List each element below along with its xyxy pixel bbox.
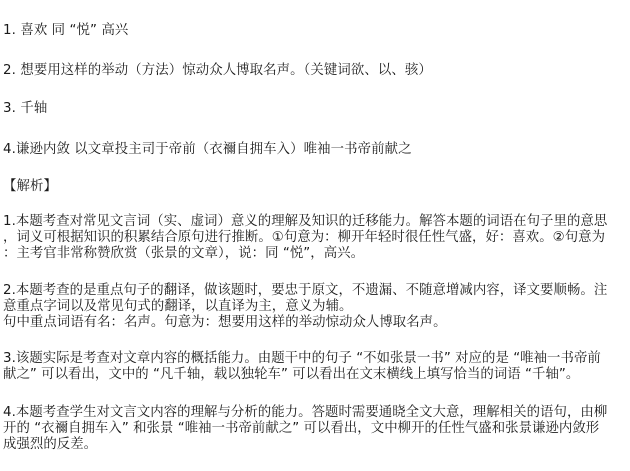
analysis-p3-line-1: 3.该题实际是考查对文章内容的概括能力。由题干中的句子 “不如张景一书” 对应的是 “唯袖一书帝前 bbox=[3, 351, 601, 366]
analysis-p1-line-1: 1.本题考查对常见文言词（实、虚词）意义的理解及知识的迁移能力。解答本题的词语在句子里的意思 bbox=[3, 214, 608, 229]
analysis-p4-line-2: 开的 “衣禰自拥车入” 和张景 “唯袖一书帝前献之” 可以看出，文中柳开的任性气盛和张景谦逊内敛形 bbox=[3, 421, 600, 436]
answer-1: 1. 喜欢 同 “悦” 高兴 bbox=[3, 23, 129, 38]
analysis-p2-line-3: 句中重点词语有名：名声。句意为：想要用这样的举动惊动众人博取名声。 bbox=[3, 315, 447, 330]
analysis-p2-line-2: 意重点字词以及常见句式的翻译，以直译为主，意义为辅。 bbox=[3, 299, 353, 314]
analysis-p1-line-2: ，词义可根据知识的积累结合原句进行推断。①句意为：柳开年轻时很任性气盛，好：喜欢。②句意为 bbox=[3, 230, 606, 245]
analysis-heading: 【解析】 bbox=[3, 179, 57, 194]
analysis-paragraph-2 bbox=[3, 283, 627, 331]
answer-4: 4.谦逊内敛 以文章投主司于帝前（衣禰自拥车入）唯袖一书帝前献之 bbox=[3, 142, 412, 157]
analysis-paragraph-3 bbox=[3, 351, 627, 383]
analysis-p3-line-2: 献之” 可以看出，文中的 “凡千轴，载以独轮车” 可以看出在文末横线上填写恰当的词语 “千轴”。 bbox=[3, 367, 580, 382]
analysis-p2-line-1: 2.本题考查的是重点句子的翻译，做该题时，要忠于原文，不遗漏、不随意增减内容，译文要顺畅。注 bbox=[3, 283, 608, 298]
analysis-p4-line-3: 成强烈的反差。 bbox=[3, 437, 98, 452]
analysis-paragraph-1 bbox=[3, 214, 627, 262]
answer-2: 2. 想要用这样的举动（方法）惊动众人博取名声。（关键词欲、以、骇） bbox=[3, 63, 432, 78]
analysis-p1-line-3: ：主考官非常称赞欣赏（张景的文章），说：同 “悦”，高兴。 bbox=[3, 246, 365, 261]
analysis-paragraph-4 bbox=[3, 405, 627, 453]
analysis-p4-line-1: 4.本题考查学生对文言文内容的理解与分析的能力。答题时需要通晓全文大意，理解相关的语句，由柳 bbox=[3, 405, 608, 420]
answer-3: 3. 千轴 bbox=[3, 101, 48, 116]
